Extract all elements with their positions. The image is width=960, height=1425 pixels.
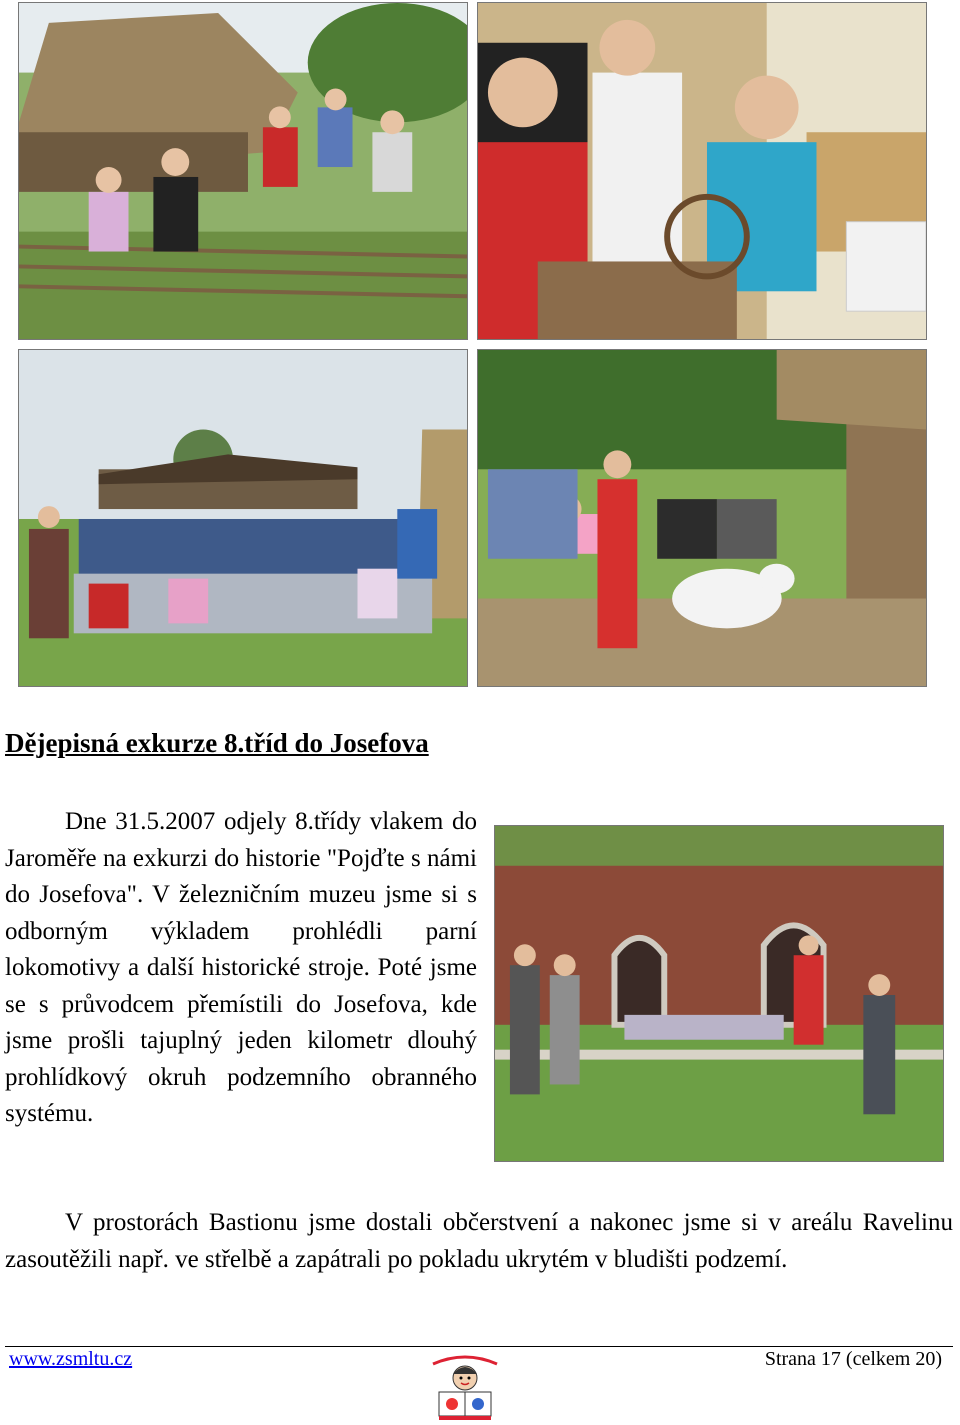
footer-divider (5, 1346, 953, 1347)
paragraph-bastion: V prostorách Bastionu jsme dostali občerstvení a nakonec jsme si v areálu Ravelinu zasoutěžili např. ve střelbě a zapátrali po pokladu ukrytém v bludišti podzemí. (5, 1209, 953, 1273)
page-number: Strana 17 (celkem 20) (764, 1348, 942, 1370)
photo-boys-spinning-wheel (477, 2, 927, 340)
school-logo (425, 1350, 505, 1422)
photo-thatched-hut-girls (18, 2, 468, 340)
article-title: Dějepisná exkurze 8.tříd do Josefova (5, 728, 429, 758)
photo-fortress-wall (494, 825, 944, 1162)
photo-girls-goat (477, 349, 927, 687)
photo-group-field (18, 349, 468, 687)
footer-website-link[interactable]: www.zsmltu.cz (9, 1348, 133, 1370)
paragraph-intro: Dne 31.5.2007 odjely 8.třídy vlakem do Jaroměře na exkurzi do historie "Pojďte s námi do Josefova". V železničním muzeu jsme si s odborným výkladem prohlédli parní lokomotivy a další historické stroje. Poté jsme se s průvodcem přemístili do Josefova, kde jsme prošli tajuplný jeden kilometr dlouhý prohlídkový okruh podzemního obranného systému. (5, 808, 477, 1127)
